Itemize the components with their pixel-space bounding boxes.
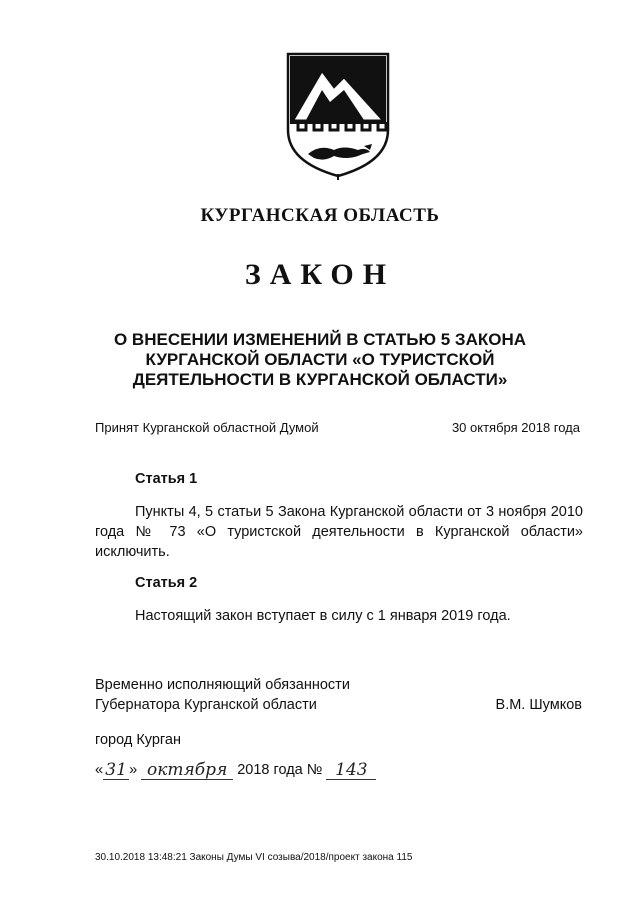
signatory-position <box>95 675 350 715</box>
law-title <box>60 330 580 390</box>
date-day-field <box>103 761 129 780</box>
date-month-field <box>141 761 233 780</box>
law-title-line: ДЕЯТЕЛЬНОСТИ В КУРГАНСКОЙ ОБЛАСТИ» <box>132 370 508 389</box>
signatory-position-line: Губернатора Курганской области <box>95 697 317 713</box>
date-open-quote: « <box>95 762 104 778</box>
adoption-date: 30 октября 2018 года <box>451 420 580 435</box>
date-day-handwritten: 31 <box>105 760 127 780</box>
signatory-position-line: Временно исполняющий обязанности <box>95 677 350 693</box>
date-month-handwritten: октября <box>147 760 228 780</box>
adopted-by: Принят Курганской областной Думой <box>95 420 319 435</box>
article-2-heading: Статья 2 <box>135 575 198 591</box>
document-type: ЗАКОН <box>244 258 396 291</box>
signed-date <box>95 760 376 780</box>
region-name: КУРГАНСКАЯ ОБЛАСТЬ <box>200 205 440 226</box>
footer-file-info: 30.10.2018 13:48:21 Законы Думы VI созыва/2018/проект закона 115 <box>95 852 413 863</box>
coat-of-arms-icon <box>284 50 392 180</box>
date-year-text: 2018 года № <box>237 762 323 778</box>
article-2-text: Настоящий закон вступает в силу с 1 января 2019 года. <box>135 608 511 624</box>
article-1-text: Пункты 4, 5 статьи 5 Закона Курганской области от 3 ноября 2010 года № 73 «О туристской деятельности в Курганской области» исключить. <box>95 504 583 560</box>
law-title-line: О ВНЕСЕНИИ ИЗМЕНЕНИЙ В СТАТЬЮ 5 ЗАКОНА <box>113 330 527 349</box>
signatory-name: В.М. Шумков <box>495 697 582 713</box>
date-close-quote: » <box>129 762 138 778</box>
law-number-field <box>326 761 376 780</box>
place: город Курган <box>95 732 181 748</box>
law-number-handwritten: 143 <box>335 760 368 780</box>
law-title-line: КУРГАНСКОЙ ОБЛАСТИ «О ТУРИСТСКОЙ <box>145 350 495 369</box>
article-1-heading: Статья 1 <box>135 471 198 487</box>
